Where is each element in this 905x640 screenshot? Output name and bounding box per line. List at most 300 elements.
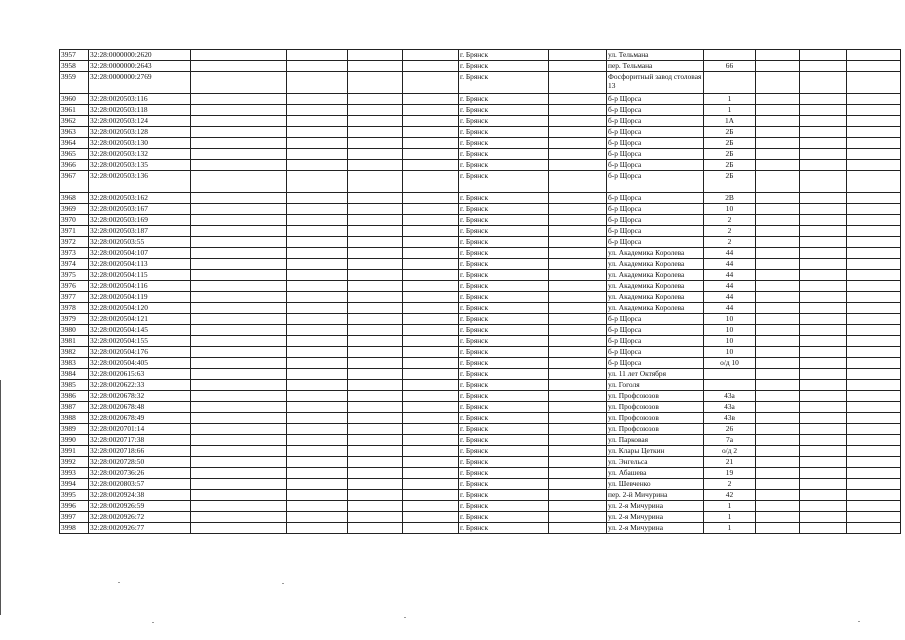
street-cell: ул. 2-я Мичурина (607, 512, 704, 523)
empty-cell (191, 424, 287, 435)
empty-cell (287, 402, 348, 413)
house-number-cell: 21 (704, 457, 756, 468)
empty-cell (800, 435, 847, 446)
empty-cell (549, 457, 607, 468)
empty-cell (287, 270, 348, 281)
table-row (60, 314, 901, 325)
empty-cell (191, 292, 287, 303)
empty-cell (549, 512, 607, 523)
empty-cell (287, 149, 348, 160)
empty-cell (847, 127, 901, 138)
empty-cell (348, 314, 403, 325)
house-number-cell (704, 369, 756, 380)
empty-cell (287, 226, 348, 237)
empty-cell (403, 413, 459, 424)
empty-cell (191, 325, 287, 336)
empty-cell (403, 501, 459, 512)
cadastral-number-cell: 32:28:0020503:128 (89, 127, 191, 138)
street-cell: ул. Академика Королева (607, 259, 704, 270)
empty-cell (800, 380, 847, 391)
empty-cell (348, 325, 403, 336)
empty-cell (191, 347, 287, 358)
empty-cell (191, 391, 287, 402)
empty-cell (348, 446, 403, 457)
city-cell: г. Брянск (459, 72, 549, 94)
city-cell: г. Брянск (459, 391, 549, 402)
empty-cell (348, 193, 403, 204)
row-number-cell: 3978 (60, 303, 89, 314)
empty-cell (549, 435, 607, 446)
empty-cell (403, 314, 459, 325)
table-row (60, 413, 901, 424)
empty-cell (403, 303, 459, 314)
empty-cell (800, 468, 847, 479)
empty-cell (549, 160, 607, 171)
empty-cell (287, 292, 348, 303)
empty-cell (191, 204, 287, 215)
scan-speck (404, 617, 406, 618)
house-number-cell: 10 (704, 325, 756, 336)
row-number-cell: 3988 (60, 413, 89, 424)
empty-cell (191, 303, 287, 314)
empty-cell (549, 193, 607, 204)
empty-cell (403, 215, 459, 226)
table-row (60, 61, 901, 72)
empty-cell (756, 270, 800, 281)
empty-cell (348, 281, 403, 292)
city-cell: г. Брянск (459, 435, 549, 446)
empty-cell (191, 237, 287, 248)
city-cell: г. Брянск (459, 160, 549, 171)
house-number-cell (704, 380, 756, 391)
table-row (60, 501, 901, 512)
empty-cell (800, 149, 847, 160)
empty-cell (348, 61, 403, 72)
empty-cell (191, 215, 287, 226)
empty-cell (403, 94, 459, 105)
house-number-cell: 2Б (704, 149, 756, 160)
empty-cell (800, 116, 847, 127)
empty-cell (348, 523, 403, 534)
empty-cell (756, 402, 800, 413)
city-cell: г. Брянск (459, 226, 549, 237)
empty-cell (403, 380, 459, 391)
empty-cell (756, 72, 800, 94)
row-number-cell: 3982 (60, 347, 89, 358)
table-row (60, 160, 901, 171)
row-number-cell: 3969 (60, 204, 89, 215)
cadastral-number-cell: 32:28:0020504:119 (89, 292, 191, 303)
empty-cell (348, 127, 403, 138)
city-cell: г. Брянск (459, 116, 549, 127)
empty-cell (549, 105, 607, 116)
empty-cell (403, 105, 459, 116)
empty-cell (756, 50, 800, 61)
city-cell: г. Брянск (459, 336, 549, 347)
empty-cell (847, 105, 901, 116)
empty-cell (549, 446, 607, 457)
empty-cell (549, 314, 607, 325)
empty-cell (847, 490, 901, 501)
empty-cell (549, 347, 607, 358)
row-number-cell: 3972 (60, 237, 89, 248)
street-cell: ул. Клары Цеткин (607, 446, 704, 457)
street-cell: ул. 11 лет Октября (607, 369, 704, 380)
table-row (60, 105, 901, 116)
empty-cell (287, 435, 348, 446)
empty-cell (800, 512, 847, 523)
street-cell: б-р Щорса (607, 237, 704, 248)
house-number-cell: 44 (704, 281, 756, 292)
cadastral-number-cell: 32:28:0020717:38 (89, 435, 191, 446)
street-cell: б-р Щорса (607, 193, 704, 204)
city-cell: г. Брянск (459, 380, 549, 391)
house-number-cell: 43а (704, 391, 756, 402)
empty-cell (847, 424, 901, 435)
row-number-cell: 3957 (60, 50, 89, 61)
empty-cell (348, 94, 403, 105)
house-number-cell: о/д 2 (704, 446, 756, 457)
empty-cell (403, 391, 459, 402)
empty-cell (348, 369, 403, 380)
empty-cell (191, 336, 287, 347)
city-cell: г. Брянск (459, 457, 549, 468)
row-number-cell: 3961 (60, 105, 89, 116)
city-cell: г. Брянск (459, 347, 549, 358)
empty-cell (287, 171, 348, 193)
street-cell: б-р Щорса (607, 325, 704, 336)
empty-cell (549, 237, 607, 248)
empty-cell (287, 204, 348, 215)
house-number-cell: 2 (704, 215, 756, 226)
empty-cell (800, 369, 847, 380)
empty-cell (847, 61, 901, 72)
row-number-cell: 3984 (60, 369, 89, 380)
table-row (60, 116, 901, 127)
empty-cell (287, 193, 348, 204)
house-number-cell (704, 72, 756, 94)
table-row (60, 347, 901, 358)
empty-cell (800, 391, 847, 402)
empty-cell (847, 479, 901, 490)
empty-cell (549, 50, 607, 61)
empty-cell (549, 501, 607, 512)
row-number-cell: 3983 (60, 358, 89, 369)
city-cell: г. Брянск (459, 248, 549, 259)
empty-cell (756, 204, 800, 215)
empty-cell (549, 479, 607, 490)
empty-cell (800, 490, 847, 501)
empty-cell (549, 215, 607, 226)
house-number-cell: 2 (704, 226, 756, 237)
table-row (60, 270, 901, 281)
city-cell: г. Брянск (459, 303, 549, 314)
city-cell: г. Брянск (459, 204, 549, 215)
empty-cell (756, 325, 800, 336)
empty-cell (403, 512, 459, 523)
street-cell: ул. Парковая (607, 435, 704, 446)
empty-cell (847, 468, 901, 479)
empty-cell (756, 149, 800, 160)
empty-cell (348, 457, 403, 468)
cadastral-register-table (59, 49, 901, 534)
empty-cell (756, 61, 800, 72)
empty-cell (403, 237, 459, 248)
empty-cell (403, 424, 459, 435)
empty-cell (756, 215, 800, 226)
empty-cell (756, 347, 800, 358)
empty-cell (549, 424, 607, 435)
empty-cell (549, 325, 607, 336)
house-number-cell: 66 (704, 61, 756, 72)
scan-edge-line (0, 380, 1, 615)
empty-cell (549, 116, 607, 127)
empty-cell (403, 50, 459, 61)
empty-cell (403, 259, 459, 270)
empty-cell (800, 325, 847, 336)
empty-cell (403, 292, 459, 303)
street-cell: ул. Шевченко (607, 479, 704, 490)
row-number-cell: 3967 (60, 171, 89, 193)
empty-cell (348, 226, 403, 237)
empty-cell (756, 369, 800, 380)
cadastral-number-cell: 32:28:0020503:162 (89, 193, 191, 204)
empty-cell (287, 94, 348, 105)
empty-cell (847, 72, 901, 94)
house-number-cell: 10 (704, 314, 756, 325)
table-row (60, 204, 901, 215)
empty-cell (191, 226, 287, 237)
house-number-cell: 44 (704, 270, 756, 281)
empty-cell (847, 193, 901, 204)
table-row (60, 325, 901, 336)
cadastral-number-cell: 32:28:0020504:155 (89, 336, 191, 347)
empty-cell (403, 402, 459, 413)
empty-cell (847, 314, 901, 325)
empty-cell (800, 303, 847, 314)
empty-cell (287, 303, 348, 314)
empty-cell (287, 50, 348, 61)
empty-cell (847, 149, 901, 160)
empty-cell (191, 259, 287, 270)
empty-cell (800, 138, 847, 149)
city-cell: г. Брянск (459, 358, 549, 369)
empty-cell (800, 336, 847, 347)
empty-cell (403, 72, 459, 94)
empty-cell (348, 380, 403, 391)
street-cell: б-р Щорса (607, 160, 704, 171)
table-row (60, 94, 901, 105)
empty-cell (756, 435, 800, 446)
empty-cell (403, 358, 459, 369)
row-number-cell: 3996 (60, 501, 89, 512)
house-number-cell: 42 (704, 490, 756, 501)
row-number-cell: 3968 (60, 193, 89, 204)
empty-cell (549, 281, 607, 292)
empty-cell (847, 292, 901, 303)
row-number-cell: 3980 (60, 325, 89, 336)
empty-cell (800, 347, 847, 358)
empty-cell (348, 479, 403, 490)
house-number-cell: 10 (704, 336, 756, 347)
empty-cell (549, 226, 607, 237)
empty-cell (756, 127, 800, 138)
scan-speck (152, 622, 154, 623)
empty-cell (348, 215, 403, 226)
empty-cell (549, 94, 607, 105)
empty-cell (549, 358, 607, 369)
row-number-cell: 3995 (60, 490, 89, 501)
street-cell: ул. Тельмана (607, 50, 704, 61)
cadastral-number-cell: 32:28:0020503:124 (89, 116, 191, 127)
empty-cell (403, 457, 459, 468)
empty-cell (847, 402, 901, 413)
empty-cell (847, 435, 901, 446)
row-number-cell: 3994 (60, 479, 89, 490)
row-number-cell: 3981 (60, 336, 89, 347)
empty-cell (847, 303, 901, 314)
empty-cell (847, 512, 901, 523)
city-cell: г. Брянск (459, 325, 549, 336)
empty-cell (403, 270, 459, 281)
empty-cell (287, 314, 348, 325)
empty-cell (847, 138, 901, 149)
empty-cell (756, 193, 800, 204)
empty-cell (191, 435, 287, 446)
empty-cell (847, 94, 901, 105)
empty-cell (191, 50, 287, 61)
empty-cell (549, 270, 607, 281)
table-row (60, 259, 901, 270)
empty-cell (847, 380, 901, 391)
city-cell: г. Брянск (459, 94, 549, 105)
empty-cell (847, 215, 901, 226)
empty-cell (847, 325, 901, 336)
empty-cell (348, 149, 403, 160)
city-cell: г. Брянск (459, 369, 549, 380)
table-row (60, 369, 901, 380)
empty-cell (191, 380, 287, 391)
house-number-cell: 44 (704, 259, 756, 270)
empty-cell (800, 50, 847, 61)
street-cell: б-р Щорса (607, 149, 704, 160)
empty-cell (191, 457, 287, 468)
table-row (60, 50, 901, 61)
empty-cell (191, 116, 287, 127)
empty-cell (348, 204, 403, 215)
cadastral-number-cell: 32:28:0020926:59 (89, 501, 191, 512)
cadastral-number-cell: 32:28:0020736:26 (89, 468, 191, 479)
empty-cell (287, 424, 348, 435)
empty-cell (287, 127, 348, 138)
empty-cell (191, 248, 287, 259)
empty-cell (847, 270, 901, 281)
empty-cell (756, 446, 800, 457)
empty-cell (847, 160, 901, 171)
house-number-cell (704, 50, 756, 61)
cadastral-number-cell: 32:28:0020503:116 (89, 94, 191, 105)
cadastral-number-cell: 32:28:0000000:2620 (89, 50, 191, 61)
empty-cell (549, 402, 607, 413)
empty-cell (191, 402, 287, 413)
house-number-cell: 19 (704, 468, 756, 479)
table-row (60, 358, 901, 369)
empty-cell (348, 171, 403, 193)
table-row (60, 303, 901, 314)
cadastral-number-cell: 32:28:0020503:118 (89, 105, 191, 116)
empty-cell (191, 138, 287, 149)
empty-cell (847, 413, 901, 424)
empty-cell (348, 336, 403, 347)
cadastral-number-cell: 32:28:0020503:135 (89, 160, 191, 171)
empty-cell (348, 391, 403, 402)
row-number-cell: 3997 (60, 512, 89, 523)
row-number-cell: 3987 (60, 402, 89, 413)
empty-cell (549, 369, 607, 380)
empty-cell (800, 204, 847, 215)
empty-cell (800, 314, 847, 325)
city-cell: г. Брянск (459, 270, 549, 281)
house-number-cell: 2 (704, 237, 756, 248)
house-number-cell: 2 (704, 479, 756, 490)
empty-cell (756, 424, 800, 435)
street-cell: б-р Щорса (607, 336, 704, 347)
row-number-cell: 3998 (60, 523, 89, 534)
empty-cell (756, 226, 800, 237)
empty-cell (191, 358, 287, 369)
empty-cell (191, 490, 287, 501)
city-cell: г. Брянск (459, 193, 549, 204)
house-number-cell: 1А (704, 116, 756, 127)
street-cell: б-р Щорса (607, 94, 704, 105)
cadastral-number-cell: 32:28:0020504:405 (89, 358, 191, 369)
row-number-cell: 3966 (60, 160, 89, 171)
street-cell: ул. Абашева (607, 468, 704, 479)
cadastral-number-cell: 32:28:0020503:169 (89, 215, 191, 226)
row-number-cell: 3970 (60, 215, 89, 226)
street-cell: б-р Щорса (607, 116, 704, 127)
empty-cell (549, 523, 607, 534)
house-number-cell: 1 (704, 512, 756, 523)
house-number-cell: о/д 10 (704, 358, 756, 369)
empty-cell (756, 94, 800, 105)
city-cell: г. Брянск (459, 237, 549, 248)
empty-cell (800, 270, 847, 281)
empty-cell (549, 248, 607, 259)
empty-cell (756, 160, 800, 171)
cadastral-number-cell: 32:28:0020504:115 (89, 270, 191, 281)
city-cell: г. Брянск (459, 512, 549, 523)
cadastral-number-cell: 32:28:0020503:167 (89, 204, 191, 215)
table-row (60, 72, 901, 94)
cadastral-number-cell: 32:28:0020504:121 (89, 314, 191, 325)
empty-cell (287, 380, 348, 391)
empty-cell (847, 369, 901, 380)
empty-cell (800, 281, 847, 292)
row-number-cell: 3958 (60, 61, 89, 72)
street-cell: ул. Профсоюзов (607, 424, 704, 435)
street-cell: Фосфоритный завод столовая 13 (607, 72, 704, 94)
row-number-cell: 3993 (60, 468, 89, 479)
empty-cell (549, 303, 607, 314)
cadastral-number-cell: 32:28:0020503:187 (89, 226, 191, 237)
scan-speck (858, 621, 860, 622)
empty-cell (287, 446, 348, 457)
empty-cell (403, 468, 459, 479)
table-row (60, 215, 901, 226)
table-row (60, 402, 901, 413)
empty-cell (403, 248, 459, 259)
